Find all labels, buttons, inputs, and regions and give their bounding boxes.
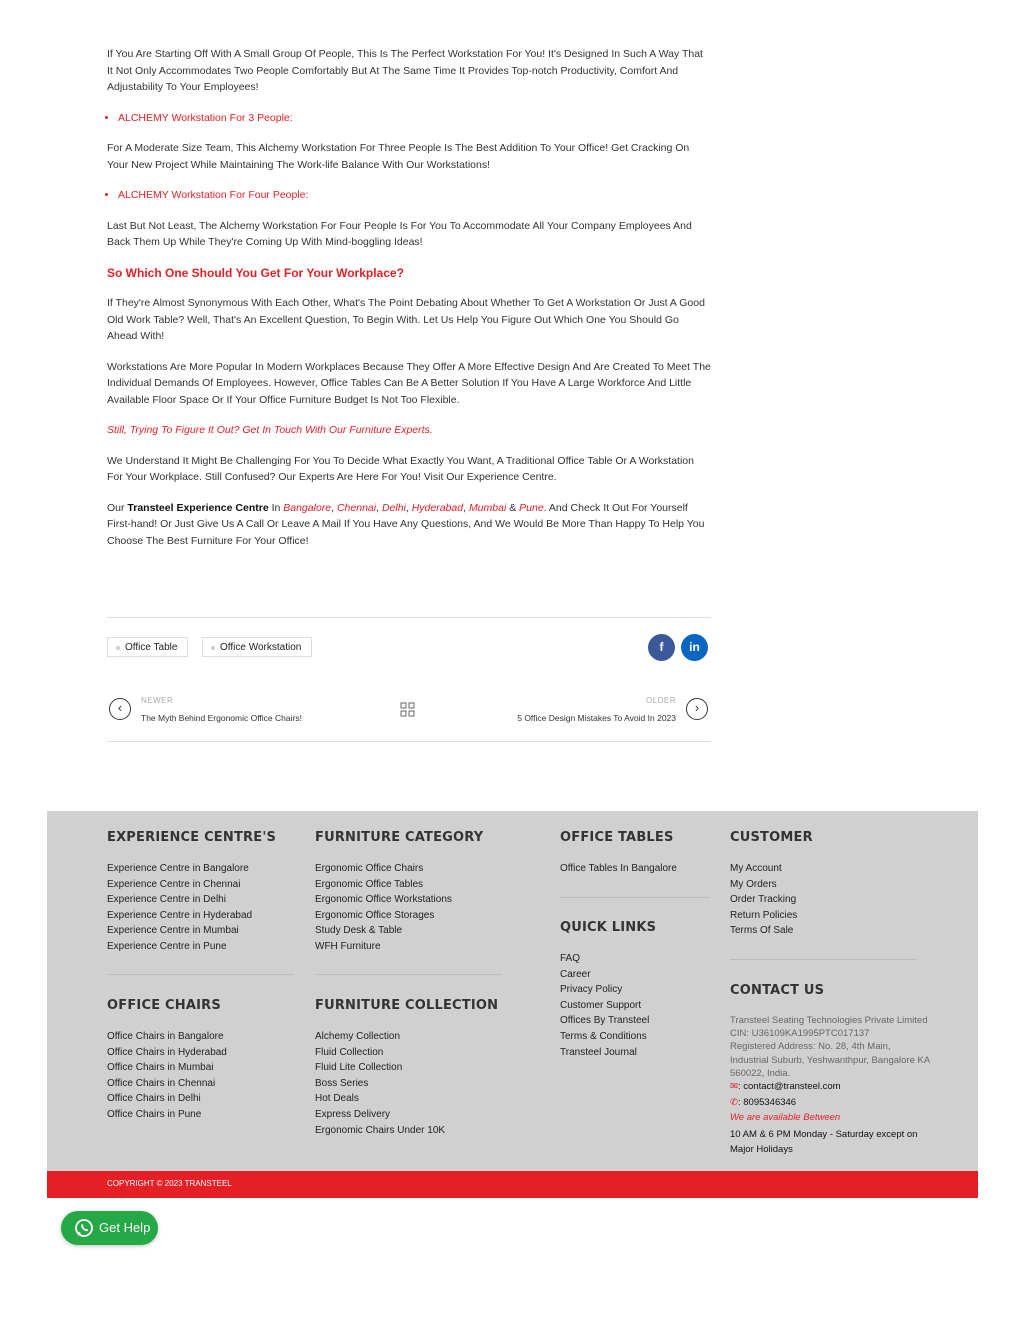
footer-divider — [560, 897, 710, 898]
footer-link[interactable]: Ergonomic Office Chairs — [315, 863, 424, 874]
city-link-delhi[interactable]: Delhi — [381, 501, 406, 514]
footer-link[interactable]: Offices By Transteel — [560, 1015, 650, 1027]
divider — [107, 617, 711, 618]
email-text[interactable]: : contact@transteel.com — [737, 1081, 841, 1093]
footer-heading-office-tables: OFFICE TABLES — [560, 830, 674, 845]
newer-post-link[interactable]: The Myth Behind Ergonomic Office Chairs! — [141, 713, 302, 723]
footer-link[interactable]: Alchemy Collection — [315, 1031, 401, 1042]
footer-heading-quick-links: QUICK LINKS — [560, 920, 657, 935]
city-link-pune[interactable]: Pune — [519, 501, 544, 514]
whatsapp-icon — [74, 1218, 94, 1238]
footer-link[interactable]: Office Chairs in Mumbai — [107, 1062, 214, 1074]
footer-link[interactable]: My Account — [730, 863, 782, 874]
footer-link[interactable]: Ergonomic Office Workstations — [315, 894, 452, 906]
footer-link[interactable]: Office Tables In Bangalore — [560, 863, 677, 874]
bullet-list — [107, 187, 711, 204]
footer-link[interactable]: Ergonomic Office Tables — [315, 878, 424, 890]
divider — [107, 741, 711, 742]
quick-links-list — [560, 951, 649, 1060]
prev-arrow-icon[interactable]: ‹ — [109, 698, 131, 720]
contact-block — [730, 1014, 930, 1157]
bullet-list — [107, 110, 711, 127]
next-arrow-icon[interactable]: › — [686, 698, 708, 720]
footer-heading-experience: EXPERIENCE CENTRE'S — [107, 830, 277, 845]
workstation-3-link[interactable]: ALCHEMY Workstation For 3 People: — [118, 111, 293, 124]
working-hours: 10 AM & 6 PM Monday - Saturday except on Major Holidays — [730, 1128, 918, 1155]
city-link-hyderabad[interactable]: Hyderabad — [411, 501, 464, 514]
copyright-bar — [47, 1171, 978, 1198]
bullet-item[interactable] — [118, 110, 711, 127]
linkedin-icon[interactable]: in — [681, 634, 708, 661]
company-name: Transteel Seating Technologies Private Limited — [730, 1015, 928, 1026]
footer-link[interactable]: Study Desk & Table — [315, 925, 403, 937]
footer-link[interactable]: My Orders — [730, 878, 777, 890]
footer-link[interactable]: Experience Centre in Hyderabad — [107, 909, 253, 921]
footer-link[interactable]: Fluid Lite Collection — [315, 1062, 403, 1074]
grid-icon[interactable] — [400, 702, 415, 717]
article-paragraph: For A Moderate Size Team, This Alchemy Workstation For Three People Is The Best Addition To Your Office! Get Cracking On Your New Project While Maintaining The Work-life Balance With Our Workstations! — [107, 142, 690, 171]
experience-paragraph: Our Transteel Experience Centre In Bangalore, Chennai, Delhi, Hyderabad, Mumbai & Pune. And Check It Out For Yourself First-hand! Or Just Give Us A Call Or Leave A Mail If You Have Any Questions, And We Would Be More Than Happy To Help You Choose The Best Furniture For Your Office! — [107, 501, 705, 547]
text-our: Our — [107, 501, 128, 514]
registered-address: Registered Address: No. 28, 4th Main, Industrial Suburb, Yeshwanthpur, Bangalore KA 560022, India. — [730, 1041, 930, 1079]
phone-icon: ✆ — [730, 1097, 738, 1109]
footer-heading-office-chairs: OFFICE CHAIRS — [107, 998, 221, 1013]
cin-number: CIN: U36109KA1995PTC017137 — [730, 1028, 870, 1040]
footer-link[interactable]: Return Policies — [730, 909, 798, 921]
footer-link[interactable]: Fluid Collection — [315, 1046, 384, 1058]
city-link-mumbai[interactable]: Mumbai — [468, 501, 507, 514]
footer-link[interactable]: Express Delivery — [315, 1108, 391, 1120]
footer-heading-furniture-collection: FURNITURE COLLECTION — [315, 998, 499, 1013]
customer-list — [730, 861, 797, 939]
footer-heading-customer: CUSTOMER — [730, 830, 813, 845]
envelope-icon: ✉ — [730, 1081, 738, 1093]
experience-centre-text: Transteel Experience Centre — [127, 501, 269, 514]
footer-link[interactable]: Office Chairs in Delhi — [107, 1093, 201, 1105]
article-paragraph: Last But Not Least, The Alchemy Workstation For Four People Is For You To Accommodate All Your Company Employees And Back Them Up While They're Coming Up With Mind-boggling Ideas! — [107, 219, 692, 248]
workstation-4-link[interactable]: ALCHEMY Workstation For Four People: — [118, 189, 309, 201]
older-label: OLDER — [645, 696, 676, 705]
footer-link[interactable]: Experience Centre in Chennai — [107, 878, 241, 890]
footer-link[interactable]: Office Chairs in Chennai — [107, 1077, 216, 1089]
footer-link[interactable]: Career — [560, 968, 591, 980]
availability-label: We are available Between — [730, 1112, 841, 1124]
text-rest: . And Check It Out For Yourself First-hand! Or Just Give Us A Call Or Leave A Mail If You Have Any Questions, And We Would Be More Than Happy To Help You Choose The Best Furniture For Your Office! — [107, 501, 705, 547]
office-tables-list — [560, 861, 677, 877]
copyright-text: COPYRIGHT © 2023 TRANSTEEL — [107, 1179, 232, 1188]
footer-link[interactable]: Privacy Policy — [560, 984, 623, 996]
footer-link[interactable]: Terms & Conditions — [560, 1030, 647, 1042]
footer-divider — [315, 974, 502, 975]
footer-link[interactable]: WFH Furniture — [315, 940, 381, 952]
article-paragraph: If You Are Starting Off With A Small Group Of People, This Is The Perfect Workstation For You! It's Designed In Such A Way That It Not Only Accommodates Two People Comfortably But At The Same Time It Provides Top-notch Productivity, Comfort And Adjustability To Your Employees! — [107, 48, 703, 93]
footer-link[interactable]: Transteel Journal — [560, 1046, 637, 1058]
get-help-label: Get Help — [99, 1220, 151, 1235]
footer-heading-furniture-category: FURNITURE CATEGORY — [315, 830, 484, 845]
footer-heading-contact: CONTACT US — [730, 983, 825, 998]
get-help-button[interactable] — [61, 1211, 158, 1245]
city-link-chennai[interactable]: Chennai — [336, 501, 377, 514]
tag-office-workstation[interactable]: Office Workstation — [202, 637, 312, 657]
bullet-item[interactable] — [118, 187, 711, 204]
tag-office-table[interactable]: Office Table — [107, 637, 188, 657]
footer-link[interactable]: Hot Deals — [315, 1093, 359, 1105]
footer-link[interactable]: Office Chairs in Hyderabad — [107, 1046, 227, 1058]
article-body — [107, 46, 711, 563]
footer-link[interactable]: Office Chairs in Bangalore — [107, 1031, 224, 1042]
cta-link[interactable]: Still, Trying To Figure It Out? Get In Touch With Our Furniture Experts. — [107, 424, 433, 436]
newer-label: NEWER — [141, 696, 174, 705]
footer-link[interactable]: Experience Centre in Pune — [107, 940, 227, 952]
footer-link[interactable]: Ergonomic Office Storages — [315, 909, 435, 921]
footer-link[interactable]: FAQ — [560, 953, 581, 964]
article-paragraph: If They're Almost Synonymous With Each Other, What's The Point Debating About Whether To Get A Workstation Or Just A Good Old Work Table? Well, That's An Excellent Question, To Begin With. Let Us Help You Figure Out Which One You Should Go Ahead With! — [107, 297, 705, 342]
article-paragraph: We Understand It Might Be Challenging For You To Decide What Exactly You Want, A Traditional Office Table Or A Workstation For Your Workplace. Still Confused? Our Experts Are Here For You! Visit Our Experience Centre. — [107, 454, 694, 483]
footer-divider — [730, 959, 917, 960]
footer-link[interactable]: Experience Centre in Bangalore — [107, 863, 249, 874]
article-paragraph: Workstations Are More Popular In Modern Workplaces Because They Offer A More Effective Design And Are Created To Meet The Individual Demands Of Employees. However, Office Tables Can Be A Better Solution If You Have A Large Workforce And Little Available Floor Space Or If Your Office Furniture Budget Is Not Too Flexible. — [107, 360, 711, 406]
phone-row[interactable] — [730, 1096, 930, 1109]
section-heading: So Which One Should You Get For Your Workplace? — [107, 265, 404, 280]
footer-link[interactable]: Ergonomic Chairs Under 10K — [315, 1124, 446, 1136]
footer-link[interactable]: Order Tracking — [730, 894, 797, 906]
footer-link[interactable]: Terms Of Sale — [730, 925, 794, 937]
facebook-icon[interactable]: f — [648, 634, 675, 661]
email-row[interactable] — [730, 1080, 930, 1093]
text-in: In — [268, 501, 284, 514]
cta-paragraph — [107, 422, 711, 439]
footer-link[interactable]: Customer Support — [560, 999, 642, 1011]
office-chairs-list — [107, 1029, 227, 1123]
footer-link[interactable]: Boss Series — [315, 1077, 369, 1089]
phone-text[interactable]: : 8095346346 — [737, 1097, 797, 1109]
experience-list — [107, 861, 252, 955]
footer-link[interactable]: Office Chairs in Pune — [107, 1108, 202, 1120]
furniture-collection-list — [315, 1029, 445, 1138]
city-link-bangalore[interactable]: Bangalore — [283, 501, 332, 514]
older-post-link[interactable]: 5 Office Design Mistakes To Avoid In 2023 — [517, 713, 676, 723]
furniture-category-list — [315, 861, 452, 955]
footer-divider — [107, 974, 294, 975]
footer-link[interactable]: Experience Centre in Delhi — [107, 894, 226, 906]
footer-link[interactable]: Experience Centre in Mumbai — [107, 925, 239, 937]
